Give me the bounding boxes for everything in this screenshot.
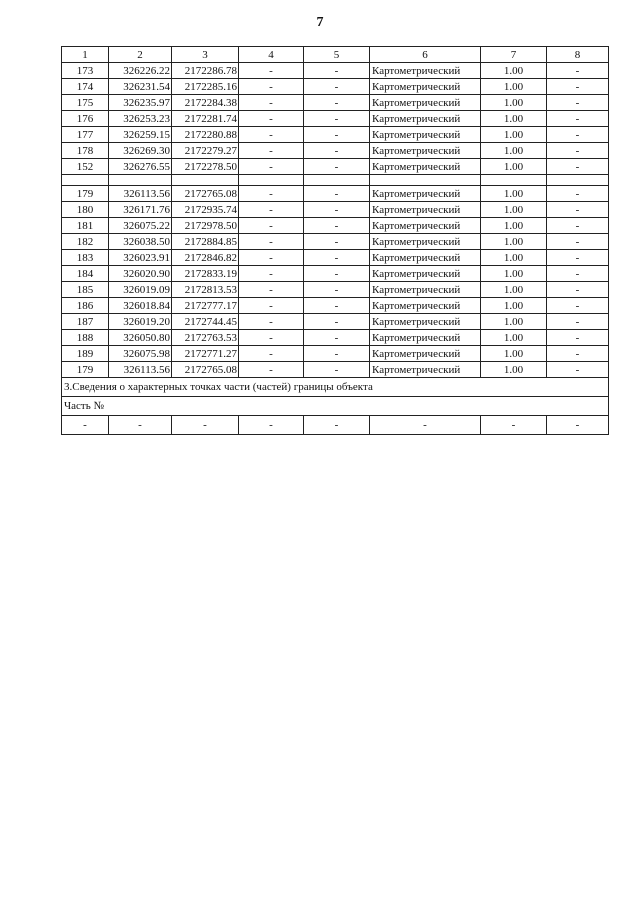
table-cell: - bbox=[304, 95, 370, 111]
table-cell: 2172765.08 bbox=[172, 186, 239, 202]
table-cell: 326276.55 bbox=[109, 159, 172, 175]
table-cell: - bbox=[547, 159, 609, 175]
table-cell: - bbox=[304, 79, 370, 95]
table-cell: - bbox=[239, 362, 304, 378]
table-cell: - bbox=[547, 250, 609, 266]
table-cell: 2172935.74 bbox=[172, 202, 239, 218]
table-cell: 178 bbox=[62, 143, 109, 159]
table-cell: - bbox=[239, 95, 304, 111]
table-cell: 1.00 bbox=[481, 143, 547, 159]
table-cell: - bbox=[547, 143, 609, 159]
table-cell: 2172846.82 bbox=[172, 250, 239, 266]
table-cell: 177 bbox=[62, 127, 109, 143]
table-row bbox=[62, 330, 609, 346]
table-cell: - bbox=[304, 266, 370, 282]
table-row bbox=[62, 362, 609, 378]
table-cell: - bbox=[547, 95, 609, 111]
table-cell: - bbox=[239, 266, 304, 282]
table-cell: Картометрический bbox=[370, 143, 481, 159]
table-cell: - bbox=[239, 314, 304, 330]
table-cell: - bbox=[547, 416, 609, 435]
header-cell: 3 bbox=[172, 47, 239, 63]
table-cell: - bbox=[547, 234, 609, 250]
table-cell: 1.00 bbox=[481, 234, 547, 250]
table-row bbox=[62, 159, 609, 175]
table-cell: 188 bbox=[62, 330, 109, 346]
table-cell: 2172744.45 bbox=[172, 314, 239, 330]
table-cell: 152 bbox=[62, 159, 109, 175]
table-cell: 183 bbox=[62, 250, 109, 266]
table-cell: - bbox=[547, 314, 609, 330]
table-cell: - bbox=[481, 416, 547, 435]
header-cell: 1 bbox=[62, 47, 109, 63]
table-cell: 1.00 bbox=[481, 63, 547, 79]
table-cell: Картометрический bbox=[370, 111, 481, 127]
table-row bbox=[62, 266, 609, 282]
table-row bbox=[62, 95, 609, 111]
table-cell: Картометрический bbox=[370, 63, 481, 79]
table-cell: Картометрический bbox=[370, 218, 481, 234]
header-cell: 4 bbox=[239, 47, 304, 63]
table-cell: - bbox=[547, 79, 609, 95]
table-cell: - bbox=[547, 346, 609, 362]
table-cell: 180 bbox=[62, 202, 109, 218]
table-cell: 2172978.50 bbox=[172, 218, 239, 234]
table-cell: Картометрический bbox=[370, 282, 481, 298]
table-cell: - bbox=[547, 298, 609, 314]
table-cell: - bbox=[304, 282, 370, 298]
table-cell: 2172279.27 bbox=[172, 143, 239, 159]
table-cell: 1.00 bbox=[481, 282, 547, 298]
table-cell: - bbox=[304, 159, 370, 175]
table-cell: - bbox=[304, 298, 370, 314]
table-cell: Картометрический bbox=[370, 95, 481, 111]
table-cell: - bbox=[239, 298, 304, 314]
table-cell: 326226.22 bbox=[109, 63, 172, 79]
empty-cell bbox=[239, 175, 304, 186]
table-cell: 184 bbox=[62, 266, 109, 282]
empty-cell bbox=[370, 175, 481, 186]
table-cell: 2172777.17 bbox=[172, 298, 239, 314]
table-cell: Картометрический bbox=[370, 362, 481, 378]
table-cell: 2172285.16 bbox=[172, 79, 239, 95]
empty-cell bbox=[62, 175, 109, 186]
table-cell: - bbox=[547, 330, 609, 346]
table-cell: - bbox=[304, 234, 370, 250]
empty-cell bbox=[547, 175, 609, 186]
table-cell: - bbox=[239, 63, 304, 79]
spacer-row bbox=[62, 175, 609, 186]
table-cell: 1.00 bbox=[481, 250, 547, 266]
table-cell: 1.00 bbox=[481, 362, 547, 378]
table-cell: Картометрический bbox=[370, 127, 481, 143]
table-row bbox=[62, 298, 609, 314]
table-cell: - bbox=[547, 282, 609, 298]
table-row bbox=[62, 143, 609, 159]
page-number: 7 bbox=[316, 15, 324, 30]
table-cell: Картометрический bbox=[370, 79, 481, 95]
table-row bbox=[62, 63, 609, 79]
header-cell: 2 bbox=[109, 47, 172, 63]
table-row bbox=[62, 314, 609, 330]
table-cell: 1.00 bbox=[481, 127, 547, 143]
table-row bbox=[62, 282, 609, 298]
table-cell: 326253.23 bbox=[109, 111, 172, 127]
table-cell: 2172813.53 bbox=[172, 282, 239, 298]
table-cell: - bbox=[547, 202, 609, 218]
table-cell: 2172281.74 bbox=[172, 111, 239, 127]
table-cell: 326038.50 bbox=[109, 234, 172, 250]
header-cell: 5 bbox=[304, 47, 370, 63]
table-cell: - bbox=[109, 416, 172, 435]
table-cell: - bbox=[239, 416, 304, 435]
table-cell: - bbox=[239, 346, 304, 362]
table-cell: - bbox=[239, 127, 304, 143]
table-cell: - bbox=[547, 266, 609, 282]
table-cell: 1.00 bbox=[481, 314, 547, 330]
table-cell: 2172765.08 bbox=[172, 362, 239, 378]
table-cell: 326075.22 bbox=[109, 218, 172, 234]
table-cell: Картометрический bbox=[370, 266, 481, 282]
table-cell: - bbox=[239, 282, 304, 298]
table-cell: 326113.56 bbox=[109, 186, 172, 202]
empty-cell bbox=[172, 175, 239, 186]
table-cell: 326113.56 bbox=[109, 362, 172, 378]
table-cell: 1.00 bbox=[481, 95, 547, 111]
table-cell: 186 bbox=[62, 298, 109, 314]
table-cell: 2172286.78 bbox=[172, 63, 239, 79]
table-cell: 1.00 bbox=[481, 186, 547, 202]
table-cell: 326269.30 bbox=[109, 143, 172, 159]
empty-cell bbox=[109, 175, 172, 186]
table-cell: 1.00 bbox=[481, 298, 547, 314]
table-cell: 2172763.53 bbox=[172, 330, 239, 346]
table-cell: - bbox=[304, 186, 370, 202]
table-cell: - bbox=[304, 63, 370, 79]
part-row bbox=[62, 416, 609, 435]
table-cell: 174 bbox=[62, 79, 109, 95]
table-cell: - bbox=[172, 416, 239, 435]
table-cell: Картометрический bbox=[370, 298, 481, 314]
table-row bbox=[62, 79, 609, 95]
table-cell: - bbox=[239, 143, 304, 159]
table-cell: 326235.97 bbox=[109, 95, 172, 111]
table-cell: 326019.20 bbox=[109, 314, 172, 330]
table-cell: 1.00 bbox=[481, 202, 547, 218]
table-cell: 326075.98 bbox=[109, 346, 172, 362]
part-label-row bbox=[62, 397, 609, 416]
table-cell: 189 bbox=[62, 346, 109, 362]
table-cell: Картометрический bbox=[370, 250, 481, 266]
table-cell: 326023.91 bbox=[109, 250, 172, 266]
table-cell: - bbox=[304, 127, 370, 143]
empty-cell bbox=[304, 175, 370, 186]
table-cell: - bbox=[547, 362, 609, 378]
table-row bbox=[62, 127, 609, 143]
part-label: Часть № bbox=[62, 397, 609, 416]
table-cell: 2172284.38 bbox=[172, 95, 239, 111]
table-cell: 173 bbox=[62, 63, 109, 79]
table-cell: - bbox=[304, 362, 370, 378]
table-cell: 187 bbox=[62, 314, 109, 330]
table-cell: - bbox=[547, 218, 609, 234]
table-cell: - bbox=[239, 79, 304, 95]
table-cell: 326019.09 bbox=[109, 282, 172, 298]
table-cell: 1.00 bbox=[481, 79, 547, 95]
table-cell: - bbox=[304, 202, 370, 218]
table-cell: 326018.84 bbox=[109, 298, 172, 314]
section-3-title: 3.Сведения о характерных точках части (частей) границы объекта bbox=[62, 378, 609, 397]
table-cell: - bbox=[239, 111, 304, 127]
table-cell: - bbox=[547, 111, 609, 127]
table-cell: 2172771.27 bbox=[172, 346, 239, 362]
table-header-row bbox=[62, 47, 609, 63]
table-cell: 326231.54 bbox=[109, 79, 172, 95]
table-row bbox=[62, 218, 609, 234]
table-cell: - bbox=[304, 143, 370, 159]
table-row bbox=[62, 202, 609, 218]
table-cell: 179 bbox=[62, 186, 109, 202]
table-cell: 179 bbox=[62, 362, 109, 378]
table-cell: - bbox=[304, 416, 370, 435]
table-cell: - bbox=[62, 416, 109, 435]
table-cell: - bbox=[304, 330, 370, 346]
table-cell: - bbox=[239, 218, 304, 234]
header-cell: 8 bbox=[547, 47, 609, 63]
section-3-row bbox=[62, 378, 609, 397]
table-cell: Картометрический bbox=[370, 159, 481, 175]
table-cell: Картометрический bbox=[370, 346, 481, 362]
table-cell: - bbox=[239, 202, 304, 218]
table-cell: - bbox=[304, 111, 370, 127]
table-cell: Картометрический bbox=[370, 186, 481, 202]
table-cell: 175 bbox=[62, 95, 109, 111]
table-cell: 2172278.50 bbox=[172, 159, 239, 175]
table-cell: 326171.76 bbox=[109, 202, 172, 218]
table-row bbox=[62, 111, 609, 127]
table-cell: Картометрический bbox=[370, 330, 481, 346]
header-cell: 6 bbox=[370, 47, 481, 63]
table-cell: - bbox=[547, 63, 609, 79]
table-cell: - bbox=[239, 330, 304, 346]
table-cell: - bbox=[239, 186, 304, 202]
table-row bbox=[62, 186, 609, 202]
boundary-points-table bbox=[61, 46, 609, 435]
table-cell: 1.00 bbox=[481, 266, 547, 282]
table-row bbox=[62, 234, 609, 250]
table-cell: 326050.80 bbox=[109, 330, 172, 346]
table-cell: 176 bbox=[62, 111, 109, 127]
table-cell: - bbox=[304, 346, 370, 362]
table-cell: 2172833.19 bbox=[172, 266, 239, 282]
header-cell: 7 bbox=[481, 47, 547, 63]
table-cell: - bbox=[370, 416, 481, 435]
table-cell: - bbox=[304, 314, 370, 330]
table-cell: 326020.90 bbox=[109, 266, 172, 282]
table-cell: 2172280.88 bbox=[172, 127, 239, 143]
table-cell: 1.00 bbox=[481, 218, 547, 234]
table-cell: 1.00 bbox=[481, 111, 547, 127]
table-cell: 181 bbox=[62, 218, 109, 234]
table-row bbox=[62, 250, 609, 266]
table-cell: - bbox=[304, 250, 370, 266]
table-cell: - bbox=[304, 218, 370, 234]
table-row bbox=[62, 346, 609, 362]
table-cell: Картометрический bbox=[370, 202, 481, 218]
table-cell: - bbox=[239, 159, 304, 175]
table-cell: 185 bbox=[62, 282, 109, 298]
table-cell: - bbox=[547, 186, 609, 202]
table-cell: - bbox=[239, 234, 304, 250]
table-cell: - bbox=[239, 250, 304, 266]
table-cell: 182 bbox=[62, 234, 109, 250]
table-cell: 1.00 bbox=[481, 346, 547, 362]
table-cell: 326259.15 bbox=[109, 127, 172, 143]
table-cell: 1.00 bbox=[481, 159, 547, 175]
table-cell: 1.00 bbox=[481, 330, 547, 346]
table-cell: Картометрический bbox=[370, 234, 481, 250]
empty-cell bbox=[481, 175, 547, 186]
table-cell: Картометрический bbox=[370, 314, 481, 330]
table-cell: - bbox=[547, 127, 609, 143]
table-cell: 2172884.85 bbox=[172, 234, 239, 250]
